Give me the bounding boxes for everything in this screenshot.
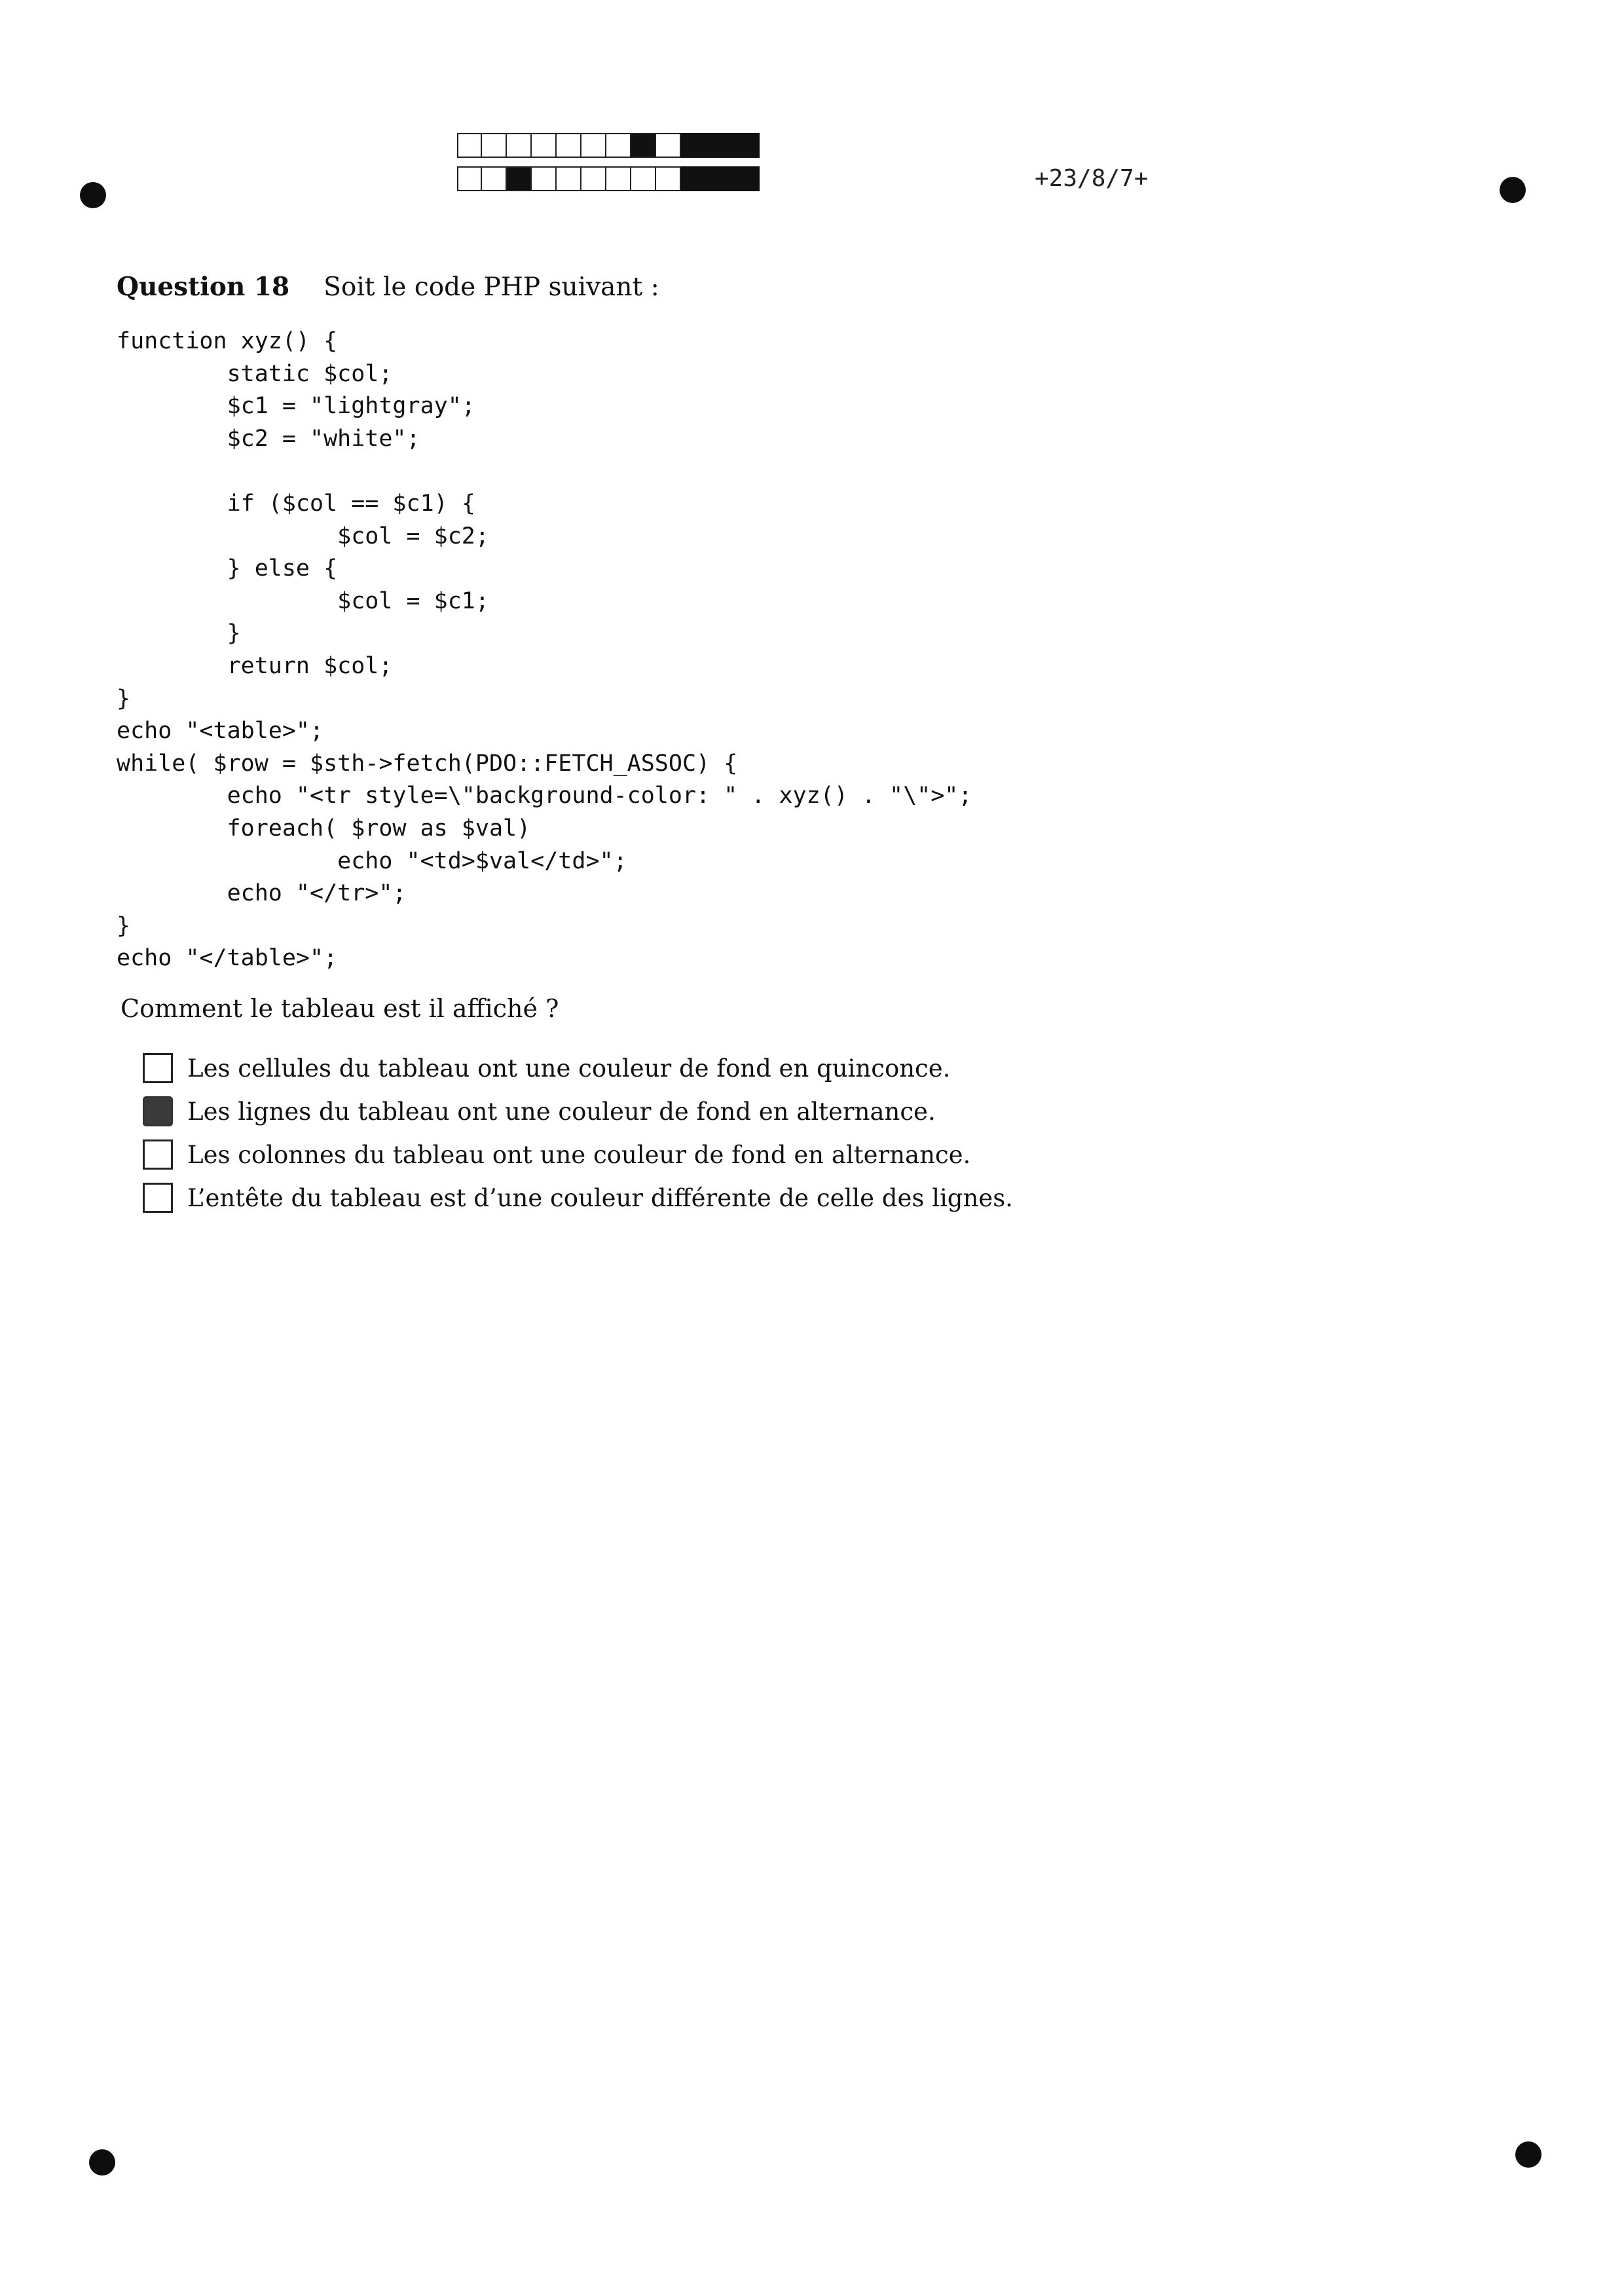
barcode-cell [482,133,507,158]
registration-mark-bottom-left [89,2149,115,2176]
answer-text: L’entête du tableau est d’une couleur différente de celle des lignes. [187,1183,1013,1212]
barcode-row [457,133,760,158]
answer-list [143,1046,1013,1219]
barcode-cell [557,133,581,158]
answer-text: Les cellules du tableau ont une couleur de fond en quinconce. [187,1054,951,1083]
page-serial: +23/8/7+ [1035,165,1149,192]
answer-text: Les lignes du tableau ont une couleur de fond en alternance. [187,1097,936,1126]
barcode-cell [482,166,507,191]
answer-option-2 [143,1090,1013,1133]
registration-mark-bottom-right [1515,2141,1541,2168]
answer-checkbox[interactable] [143,1053,173,1083]
question-prompt: Comment le tableau est il affiché ? [120,994,559,1023]
barcode-cell [457,133,482,158]
barcode-row [457,166,760,191]
barcode-cell [557,166,581,191]
answer-checkbox[interactable] [143,1183,173,1213]
answer-checkbox[interactable] [143,1139,173,1170]
registration-mark-top-right [1500,177,1526,203]
barcode-cell [507,166,532,191]
barcode-block [681,133,760,158]
barcode-block [681,166,760,191]
barcode-cell [581,166,606,191]
answer-option-4 [143,1176,1013,1219]
question-intro: Soit le code PHP suivant : [323,272,659,302]
barcode-cell [532,166,557,191]
barcode-cell [581,133,606,158]
answer-option-1 [143,1046,1013,1090]
barcode-cell [606,166,631,191]
barcode-cell [532,133,557,158]
question-label: Question 18 [117,272,290,302]
question-heading [117,272,659,302]
barcode-cell [631,166,656,191]
barcode-cell [606,133,631,158]
answer-text: Les colonnes du tableau ont une couleur de fond en alternance. [187,1140,971,1169]
answer-checkbox[interactable] [143,1096,173,1126]
registration-mark-top-left [80,182,106,208]
barcode-cell [656,166,681,191]
answer-option-3 [143,1133,1013,1176]
barcode-cell [457,166,482,191]
barcode-cell [656,133,681,158]
php-code-block: function xyz() { static $col; $c1 = "lightgray"; $c2 = "white"; if ($col == $c1) { $col = $c2; } else { $col = $c1; } return $col; } echo "<table>"; while( $row = $sth->fetch(PDO::FETCH_ASSOC) { echo "<tr style=\"background-color: " . xyz() . "\">"; foreach( $row as $val) echo "<td>$val</td>"; echo "</tr>"; } echo "</table>"; [117,328,972,972]
barcode-cell [507,133,532,158]
barcode-cell [631,133,656,158]
